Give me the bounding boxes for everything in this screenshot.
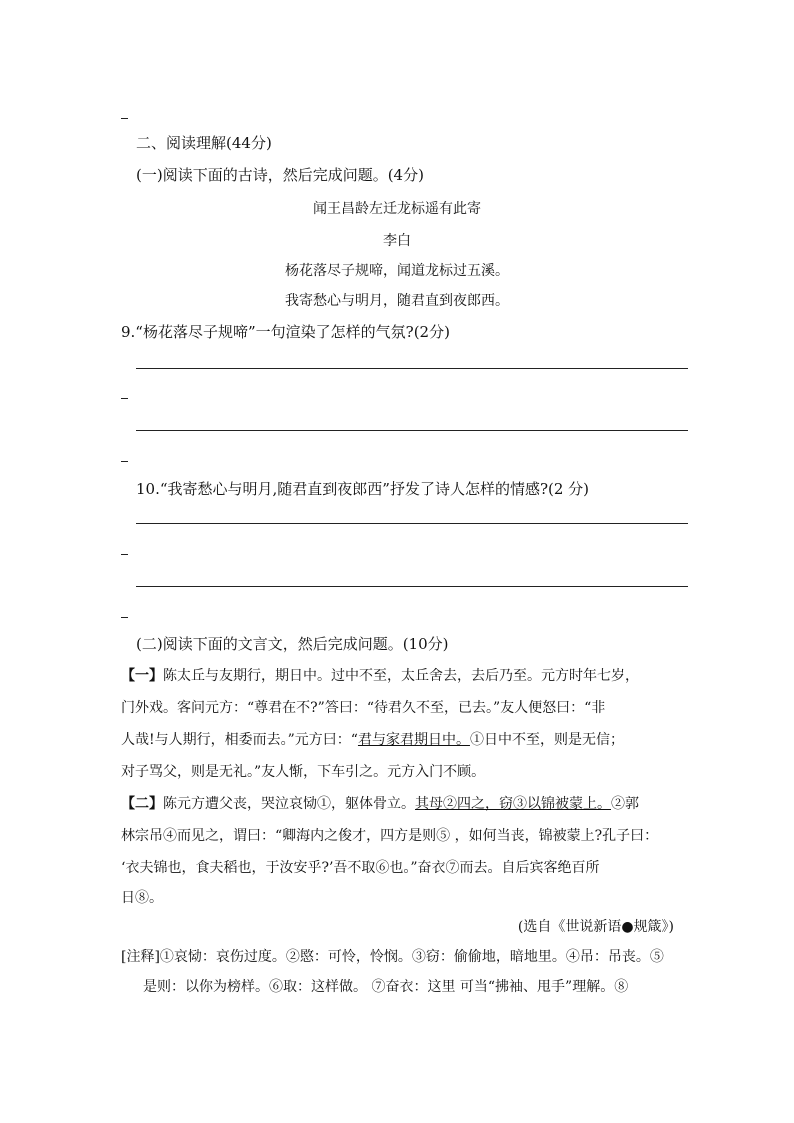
text2-underlined-sentence: 其母②四之，窃③以锦被蒙上。 [415,796,611,812]
margin-dash [121,398,128,399]
text1-underlined-sentence: 君与家君期日中。 [357,732,470,748]
text1-line-3-a: 人哉!与人期行，相委而去。”元方曰：“ [121,732,358,748]
question-10: 10.“我寄愁心与明月,随君直到夜郎西”抒发了诗人怎样的情感?(2 分) [136,480,590,498]
answer-line-10b[interactable] [136,586,688,587]
notes-line-1: [注释]①哀恸：哀伤过度。②愍：可怜，怜悯。③窃：偷偷地，暗地里。④吊：吊丧。⑤ [121,949,664,965]
text1-line-2: 门外戏。客问元方：“尊君在不?”答曰：“待君久不至，已去。”友人便怒曰：“非 [121,700,606,716]
text1-line-3 [121,729,624,749]
text2-line-2: 林宗吊④而见之，谓曰：“卿海内之俊才，四方是则⑤ ，如何当丧，锦被蒙上?孔子曰： [121,828,659,844]
text1-line-1-text: 陈太丘与友期行，期日中。过中不至，太丘舍去，去后乃至。元方时年七岁， [163,668,639,684]
answer-line-10a[interactable] [136,523,688,524]
question-9: 9.“杨花落尽子规啼”一句渲染了怎样的气氛?(2分) [121,323,450,341]
margin-dash [121,118,128,119]
poem-author: 李白 [383,233,411,249]
text1-line-4: 对子骂父，则是无礼。”友人惭，下车引之。元方入门不顾。 [121,764,486,780]
poem-line-2: 我寄愁心与明月，随君直到夜郎西。 [285,293,509,309]
text2-line-1-b: ②郭 [611,796,639,812]
text1-line-3-b: ①日中不至，则是无信； [469,732,624,748]
text1-line-1 [121,665,639,685]
answer-line-9a[interactable] [136,368,688,369]
part1-heading: (一)阅读下面的古诗，然后完成问题。(4分) [136,166,424,184]
text2-line-1-a: 陈元方遭父丧，哭泣哀恸①，躯体骨立。 [163,796,415,812]
margin-dash [121,617,128,618]
source-citation: (选自《世说新语●规箴》) [517,919,674,935]
part2-heading: (二)阅读下面的文言文，然后完成问题。(10分) [136,635,449,653]
margin-dash [121,461,128,462]
text1-mark: 【一】 [121,668,163,684]
section-title: 二、阅读理解(44分) [136,134,272,152]
text2-line-3: ‘衣夫锦也，食夫稻也，于汝安乎?’吾不取⑥也。”奋衣⑦而去。自后宾客绝百所 [121,860,600,876]
margin-dash [121,554,128,555]
text2-line-4: 日⑧。 [121,890,163,906]
text2-mark: 【二】 [121,796,163,812]
text2-line-1 [121,793,639,813]
poem-title: 闻王昌龄左迁龙标遥有此寄 [313,201,481,217]
poem-line-1: 杨花落尽子规啼，闻道龙标过五溪。 [285,263,509,279]
answer-line-9b[interactable] [136,430,688,431]
notes-line-2: 是则：以你为榜样。⑥取：这样做。 ⑦奋衣：这里 可当“拂袖、甩手”理解。⑧ [143,979,629,995]
